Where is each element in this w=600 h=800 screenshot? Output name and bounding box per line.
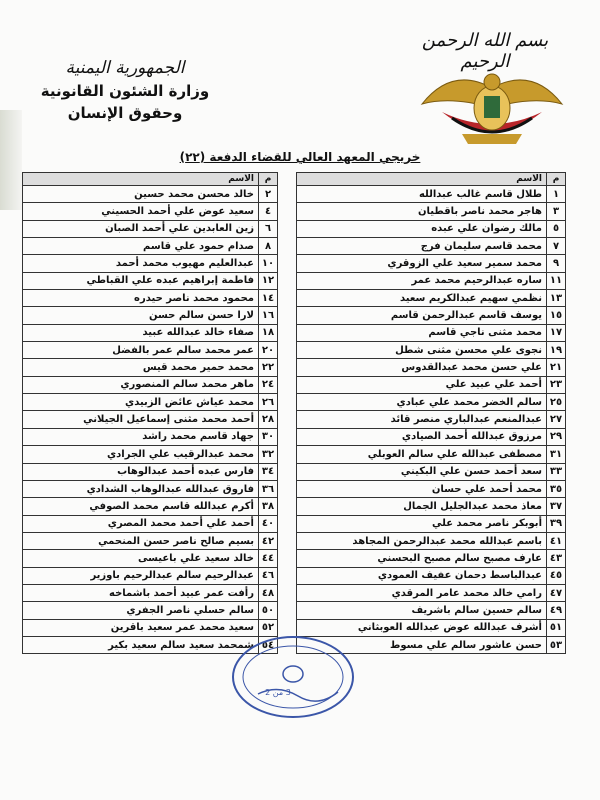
document-title: خريجي المعهد العالي للقضاء الدفعة (٢٢) bbox=[179, 150, 421, 164]
header-name: الاسم bbox=[297, 173, 547, 186]
row-number: ٤٩ bbox=[547, 602, 566, 619]
table-row bbox=[23, 220, 278, 237]
table-row bbox=[297, 359, 566, 376]
row-number: ١ bbox=[547, 186, 566, 203]
row-number: ٣٢ bbox=[259, 446, 278, 463]
basmala-text: بسم الله الرحمن الرحيم bbox=[421, 30, 549, 72]
table-row bbox=[23, 255, 278, 272]
table-row bbox=[23, 463, 278, 480]
table-row bbox=[23, 515, 278, 532]
row-number: ٤٨ bbox=[259, 584, 278, 601]
graduate-name: مالك رضوان علي عبده bbox=[297, 220, 547, 237]
table-row bbox=[23, 584, 278, 601]
row-number: ٢٢ bbox=[259, 359, 278, 376]
row-number: ٢٠ bbox=[259, 342, 278, 359]
table-row bbox=[297, 342, 566, 359]
table-row bbox=[297, 220, 566, 237]
table-row bbox=[297, 428, 566, 445]
graduate-name: فارس عبده أحمد عبدالوهاب bbox=[23, 463, 259, 480]
row-number: ٤٢ bbox=[259, 532, 278, 549]
graduates-table-right bbox=[296, 172, 566, 654]
graduate-name: محمود محمد ناصر حيدره bbox=[23, 290, 259, 307]
graduate-name: سعد أحمد حسن علي البكيني bbox=[297, 463, 547, 480]
row-number: ٢١ bbox=[547, 359, 566, 376]
graduate-name: أحمد علي عبيد علي bbox=[297, 376, 547, 393]
graduate-name: محمد مثنى ناجي قاسم bbox=[297, 324, 547, 341]
graduate-name: سعيد محمد عمر سعيد باقرين bbox=[23, 619, 259, 636]
row-number: ٢٣ bbox=[547, 376, 566, 393]
row-number: ١٧ bbox=[547, 324, 566, 341]
row-number: ٢ bbox=[259, 186, 278, 203]
row-number: ٥ bbox=[547, 220, 566, 237]
row-number: ٣٣ bbox=[547, 463, 566, 480]
row-number: ٣٠ bbox=[259, 428, 278, 445]
row-number: ٤٣ bbox=[547, 550, 566, 567]
graduate-name: فاطمة إبراهيم عبده علي القباطي bbox=[23, 272, 259, 289]
table-row bbox=[23, 307, 278, 324]
row-number: ٣ bbox=[547, 203, 566, 220]
table-row bbox=[297, 203, 566, 220]
row-number: ٩ bbox=[547, 255, 566, 272]
yemen-emblem-icon bbox=[412, 56, 572, 156]
graduate-name: عبدالمنعم عبدالباري منصر قائد bbox=[297, 411, 547, 428]
row-number: ٣٥ bbox=[547, 480, 566, 497]
row-number: ٣٨ bbox=[259, 498, 278, 515]
table-row bbox=[23, 411, 278, 428]
graduate-name: أبوبكر ناصر محمد علي bbox=[297, 515, 547, 532]
graduate-name: رأفت عمر عبيد أحمد باشماخه bbox=[23, 584, 259, 601]
graduate-name: هاجر محمد ناصر باقطيان bbox=[297, 203, 547, 220]
table-row bbox=[297, 394, 566, 411]
graduate-name: خالد سعيد علي باعيسى bbox=[23, 550, 259, 567]
graduate-name: أكرم عبدالله قاسم محمد الصوفي bbox=[23, 498, 259, 515]
graduate-name: صدام حمود علي قاسم bbox=[23, 238, 259, 255]
graduate-name: مصطفى عبدالله علي سالم العوبلي bbox=[297, 446, 547, 463]
graduate-name: سالم الخضر محمد علي عبادي bbox=[297, 394, 547, 411]
graduate-name: أشرف عبدالله عوض عبدالله العوبثاني bbox=[297, 619, 547, 636]
table-row bbox=[297, 532, 566, 549]
table-row bbox=[297, 602, 566, 619]
ministry-line-1: وزارة الشئون القانونية bbox=[40, 82, 210, 100]
table-row bbox=[297, 307, 566, 324]
graduate-name: معاذ محمد عبدالجليل الجمال bbox=[297, 498, 547, 515]
graduate-name: سعيد عوض علي أحمد الحسيني bbox=[23, 203, 259, 220]
row-number: ١٥ bbox=[547, 307, 566, 324]
graduate-name: ماهر محمد سالم المنصوري bbox=[23, 376, 259, 393]
row-number: ٢٩ bbox=[547, 428, 566, 445]
graduate-name: لارا حسن سالم حسن bbox=[23, 307, 259, 324]
graduate-name: عبدالباسط دحمان عفيف العمودي bbox=[297, 567, 547, 584]
table-row bbox=[297, 376, 566, 393]
row-number: ٨ bbox=[259, 238, 278, 255]
table-row bbox=[23, 550, 278, 567]
graduate-name: فاروق عبدالله عبدالوهاب الشدادي bbox=[23, 480, 259, 497]
graduate-name: طلال قاسم غالب عبدالله bbox=[297, 186, 547, 203]
header-num: م bbox=[547, 173, 566, 186]
row-number: ٣٦ bbox=[259, 480, 278, 497]
graduate-name: ساره عبدالرحيم محمد عمر bbox=[297, 272, 547, 289]
graduate-name: محمد عبدالرقيب علي الجرادي bbox=[23, 446, 259, 463]
graduate-name: جهاد قاسم محمد راشد bbox=[23, 428, 259, 445]
table-row bbox=[297, 411, 566, 428]
graduate-name: أحمد محمد مثنى إسماعيل الجيلاني bbox=[23, 411, 259, 428]
table-row bbox=[23, 359, 278, 376]
row-number: ٥٢ bbox=[259, 619, 278, 636]
graduate-name: سالم حسين سالم باشريف bbox=[297, 602, 547, 619]
table-row bbox=[23, 446, 278, 463]
table-row bbox=[297, 498, 566, 515]
table-row bbox=[297, 463, 566, 480]
row-number: ٥١ bbox=[547, 619, 566, 636]
row-number: ١٠ bbox=[259, 255, 278, 272]
row-number: ٤١ bbox=[547, 532, 566, 549]
table-row bbox=[297, 290, 566, 307]
table-row bbox=[297, 446, 566, 463]
table-row bbox=[23, 567, 278, 584]
graduate-name: رامي خالد محمد عامر المرقدي bbox=[297, 584, 547, 601]
table-row bbox=[297, 255, 566, 272]
graduate-name: محمد حمير محمد قيس bbox=[23, 359, 259, 376]
row-number: ٥٤ bbox=[259, 636, 278, 653]
graduate-name: باسم عبدالله محمد عبدالرحمن المجاهد bbox=[297, 532, 547, 549]
row-number: ٤٠ bbox=[259, 515, 278, 532]
graduate-name: بسيم صالح ناصر حسن المنحمي bbox=[23, 532, 259, 549]
ministry-header bbox=[40, 58, 210, 124]
table-row bbox=[23, 342, 278, 359]
row-number: ٧ bbox=[547, 238, 566, 255]
row-number: ١٣ bbox=[547, 290, 566, 307]
official-stamp bbox=[228, 632, 358, 722]
table-row bbox=[23, 532, 278, 549]
page-number: 3 من 2 bbox=[265, 688, 291, 697]
row-number: ٢٥ bbox=[547, 394, 566, 411]
table-row bbox=[23, 376, 278, 393]
row-number: ٢٦ bbox=[259, 394, 278, 411]
ministry-line-2: وحقوق الإنسان bbox=[67, 104, 183, 122]
graduate-name: شمحمد سعيد سالم سعيد بكير bbox=[23, 636, 259, 653]
graduate-name: عبدالرحيم سالم عبدالرحيم باوزير bbox=[23, 567, 259, 584]
graduate-name: محمد أحمد علي حسان bbox=[297, 480, 547, 497]
table-row bbox=[23, 324, 278, 341]
graduate-name: زين العابدين علي أحمد الصبان bbox=[23, 220, 259, 237]
row-number: ٢٧ bbox=[547, 411, 566, 428]
row-number: ٤ bbox=[259, 203, 278, 220]
table-row bbox=[23, 186, 278, 203]
graduate-name: صفاء خالد عبدالله عبيد bbox=[23, 324, 259, 341]
table-row bbox=[23, 480, 278, 497]
graduate-name: محمد سمير سعيد علي الزوقري bbox=[297, 255, 547, 272]
row-number: ٤٦ bbox=[259, 567, 278, 584]
table-row bbox=[23, 394, 278, 411]
graduate-name: مرزوق عبدالله أحمد الصيادي bbox=[297, 428, 547, 445]
header-num: م bbox=[259, 173, 278, 186]
graduate-name: نظمي سهيم عبدالكريم سعيد bbox=[297, 290, 547, 307]
table-row bbox=[23, 498, 278, 515]
graduate-name: عمر محمد سالم عمر بالفضل bbox=[23, 342, 259, 359]
graduate-name: نجوى علي محسن مثنى شطل bbox=[297, 342, 547, 359]
row-number: ٣٤ bbox=[259, 463, 278, 480]
table-row bbox=[23, 272, 278, 289]
table-row bbox=[23, 238, 278, 255]
table-row bbox=[297, 515, 566, 532]
table-row bbox=[297, 480, 566, 497]
graduate-name: محمد قاسم سليمان فرج bbox=[297, 238, 547, 255]
row-number: ٣١ bbox=[547, 446, 566, 463]
table-row bbox=[23, 602, 278, 619]
row-number: ٤٥ bbox=[547, 567, 566, 584]
table-row bbox=[297, 324, 566, 341]
graduate-name: أحمد علي أحمد محمد المصري bbox=[23, 515, 259, 532]
table-row bbox=[23, 428, 278, 445]
graduate-name: سالم حسلي ناصر الجفري bbox=[23, 602, 259, 619]
table-row bbox=[297, 584, 566, 601]
row-number: ٦ bbox=[259, 220, 278, 237]
graduate-name: علي حسن محمد عبدالقدوس bbox=[297, 359, 547, 376]
page-edge-shadow bbox=[0, 110, 22, 210]
row-number: ١٨ bbox=[259, 324, 278, 341]
republic-label: الجمهورية اليمنية bbox=[65, 58, 185, 78]
row-number: ٥٣ bbox=[547, 636, 566, 653]
graduate-name: حسن عاشور سالم علي مسوط bbox=[297, 636, 547, 653]
table-row bbox=[297, 238, 566, 255]
graduate-name: عارف مصبح سالم مصبح البحسني bbox=[297, 550, 547, 567]
row-number: ٤٤ bbox=[259, 550, 278, 567]
row-number: ٢٨ bbox=[259, 411, 278, 428]
row-number: ١٩ bbox=[547, 342, 566, 359]
table-row bbox=[297, 186, 566, 203]
table-row bbox=[23, 203, 278, 220]
graduate-name: يوسف قاسم عبدالرحمن قاسم bbox=[297, 307, 547, 324]
graduate-name: خالد محسن محمد حسين bbox=[23, 186, 259, 203]
graduate-name: عبدالعليم مهيوب محمد أحمد bbox=[23, 255, 259, 272]
table-row bbox=[23, 290, 278, 307]
graduate-name: محمد عياش عائض الزبيدي bbox=[23, 394, 259, 411]
header-name: الاسم bbox=[23, 173, 259, 186]
graduates-table-left bbox=[22, 172, 278, 654]
row-number: ٥٠ bbox=[259, 602, 278, 619]
row-number: ٣٩ bbox=[547, 515, 566, 532]
row-number: ١٤ bbox=[259, 290, 278, 307]
row-number: ٣٧ bbox=[547, 498, 566, 515]
table-row bbox=[297, 550, 566, 567]
row-number: ١١ bbox=[547, 272, 566, 289]
row-number: ٤٧ bbox=[547, 584, 566, 601]
table-row bbox=[297, 272, 566, 289]
table-row bbox=[297, 567, 566, 584]
row-number: ١٦ bbox=[259, 307, 278, 324]
row-number: ١٢ bbox=[259, 272, 278, 289]
row-number: ٢٤ bbox=[259, 376, 278, 393]
